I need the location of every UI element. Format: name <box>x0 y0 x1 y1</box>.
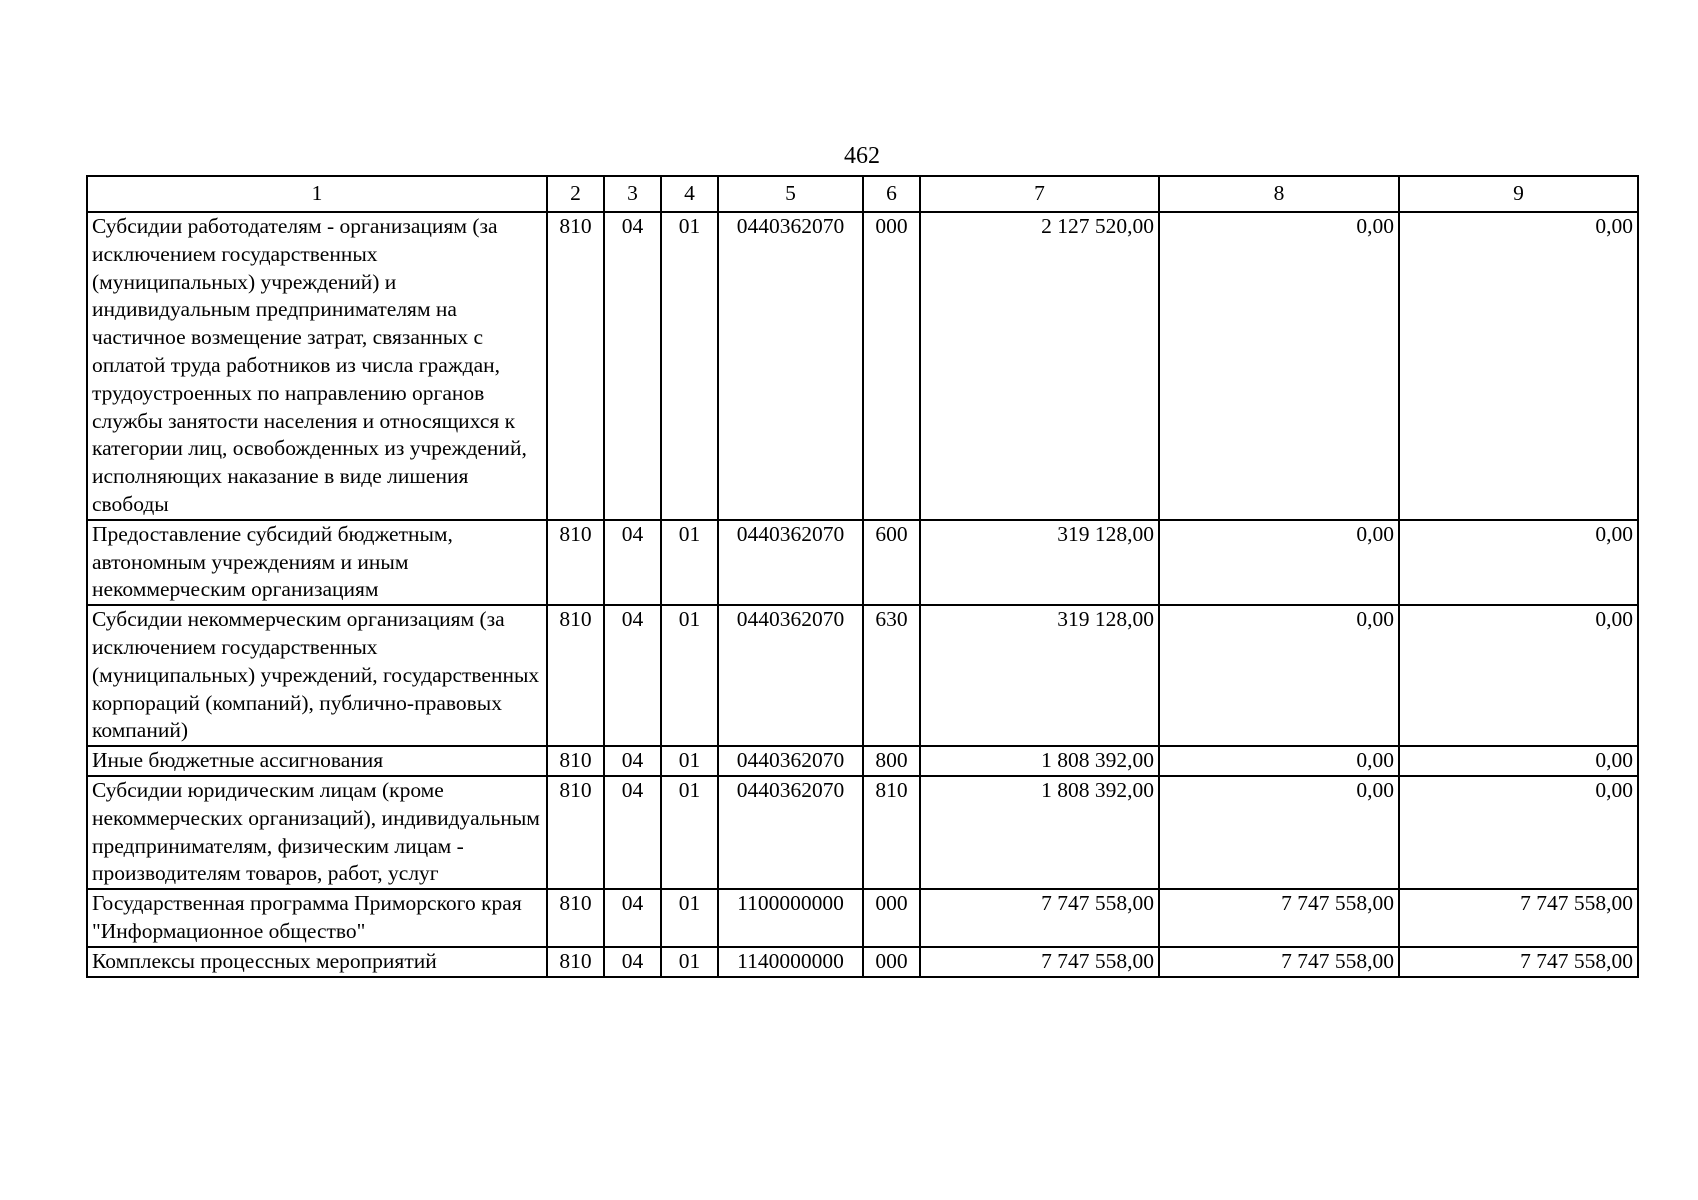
code-cell: 0440362070 <box>718 605 863 746</box>
code-cell: 01 <box>661 520 718 605</box>
item-name: Иные бюджетные ассигнования <box>87 746 547 776</box>
code-cell: 800 <box>863 746 920 776</box>
code-cell: 810 <box>863 776 920 889</box>
code-cell: 04 <box>604 947 661 977</box>
code-cell: 0440362070 <box>718 212 863 520</box>
code-cell: 810 <box>547 520 604 605</box>
table-row <box>87 776 1638 889</box>
code-cell: 04 <box>604 520 661 605</box>
amount-cell: 2 127 520,00 <box>920 212 1159 520</box>
table-row <box>87 605 1638 746</box>
amount-cell: 7 747 558,00 <box>1159 947 1399 977</box>
column-header: 1 <box>87 176 547 212</box>
code-cell: 1140000000 <box>718 947 863 977</box>
amount-cell: 319 128,00 <box>920 520 1159 605</box>
code-cell: 810 <box>547 947 604 977</box>
column-header: 7 <box>920 176 1159 212</box>
amount-cell: 0,00 <box>1159 212 1399 520</box>
amount-cell: 1 808 392,00 <box>920 776 1159 889</box>
code-cell: 01 <box>661 889 718 947</box>
column-header: 9 <box>1399 176 1638 212</box>
column-header: 2 <box>547 176 604 212</box>
code-cell: 000 <box>863 889 920 947</box>
column-header: 6 <box>863 176 920 212</box>
amount-cell: 1 808 392,00 <box>920 746 1159 776</box>
amount-cell: 0,00 <box>1399 746 1638 776</box>
table-row <box>87 889 1638 947</box>
code-cell: 810 <box>547 212 604 520</box>
code-cell: 000 <box>863 947 920 977</box>
amount-cell: 0,00 <box>1399 212 1638 520</box>
amount-cell: 0,00 <box>1399 776 1638 889</box>
code-cell: 0440362070 <box>718 746 863 776</box>
code-cell: 630 <box>863 605 920 746</box>
amount-cell: 0,00 <box>1159 605 1399 746</box>
code-cell: 810 <box>547 776 604 889</box>
column-header: 8 <box>1159 176 1399 212</box>
code-cell: 810 <box>547 889 604 947</box>
item-name: Предоставление субсидий бюджетным, автономным учреждениям и иным некоммерческим организациям <box>87 520 547 605</box>
item-name: Субсидии работодателям - организациям (за исключением государственных (муниципальных) учреждений) и индивидуальным предпринимателям на частичное возмещение затрат, связанных с оплатой труда работников из числа граждан, трудоустроенных по направлению органов службы занятости населения и относящихся к категории лиц, освобожденных из учреждений, исполняющих наказание в виде лишения свободы <box>87 212 547 520</box>
item-name: Субсидии некоммерческим организациям (за исключением государственных (муниципальных) учреждений, государственных корпораций (компаний), публично-правовых компаний) <box>87 605 547 746</box>
item-name: Субсидии юридическим лицам (кроме некоммерческих организаций), индивидуальным предпринимателям, физическим лицам - производителям товаров, работ, услуг <box>87 776 547 889</box>
code-cell: 01 <box>661 605 718 746</box>
amount-cell: 7 747 558,00 <box>920 947 1159 977</box>
code-cell: 0440362070 <box>718 520 863 605</box>
code-cell: 04 <box>604 746 661 776</box>
page-number: 462 <box>844 143 880 169</box>
code-cell: 01 <box>661 212 718 520</box>
amount-cell: 7 747 558,00 <box>1399 947 1638 977</box>
table-row <box>87 520 1638 605</box>
code-cell: 04 <box>604 605 661 746</box>
code-cell: 1100000000 <box>718 889 863 947</box>
amount-cell: 7 747 558,00 <box>920 889 1159 947</box>
code-cell: 600 <box>863 520 920 605</box>
table-row <box>87 746 1638 776</box>
code-cell: 810 <box>547 746 604 776</box>
table-row <box>87 947 1638 977</box>
amount-cell: 0,00 <box>1399 605 1638 746</box>
amount-cell: 0,00 <box>1399 520 1638 605</box>
code-cell: 04 <box>604 212 661 520</box>
amount-cell: 319 128,00 <box>920 605 1159 746</box>
amount-cell: 0,00 <box>1159 776 1399 889</box>
budget-table <box>86 175 1639 978</box>
code-cell: 01 <box>661 947 718 977</box>
code-cell: 01 <box>661 776 718 889</box>
header-row <box>87 176 1638 212</box>
item-name: Государственная программа Приморского края "Информационное общество" <box>87 889 547 947</box>
column-header: 3 <box>604 176 661 212</box>
table-row <box>87 212 1638 520</box>
code-cell: 01 <box>661 746 718 776</box>
code-cell: 000 <box>863 212 920 520</box>
column-header: 5 <box>718 176 863 212</box>
code-cell: 04 <box>604 889 661 947</box>
item-name: Комплексы процессных мероприятий <box>87 947 547 977</box>
code-cell: 810 <box>547 605 604 746</box>
amount-cell: 7 747 558,00 <box>1159 889 1399 947</box>
amount-cell: 0,00 <box>1159 520 1399 605</box>
column-header: 4 <box>661 176 718 212</box>
code-cell: 0440362070 <box>718 776 863 889</box>
code-cell: 04 <box>604 776 661 889</box>
amount-cell: 7 747 558,00 <box>1399 889 1638 947</box>
amount-cell: 0,00 <box>1159 746 1399 776</box>
